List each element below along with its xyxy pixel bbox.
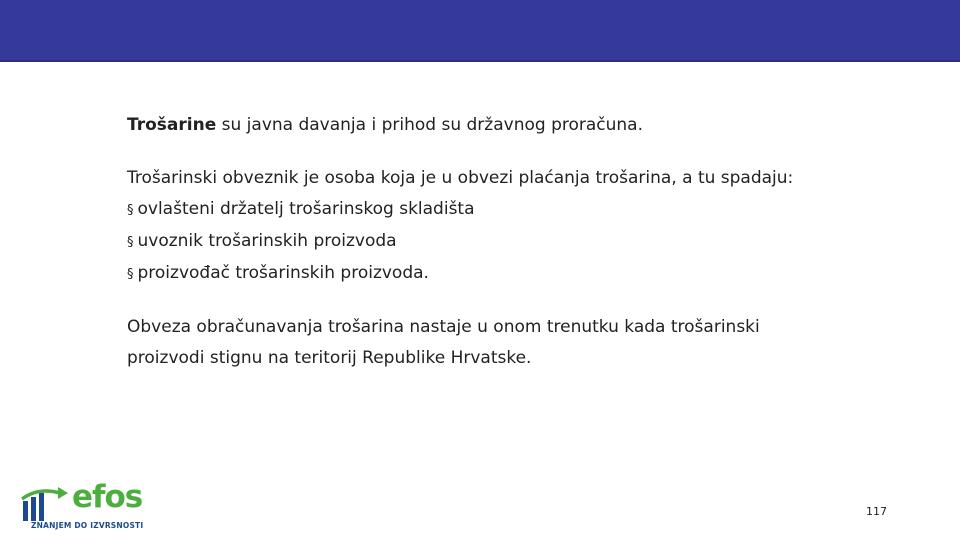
paragraph-obligation [127,312,827,374]
list-item-text: proizvođač trošarinskih proizvoda. [137,263,429,283]
obligors-intro: Trošarinski obveznik je osoba koja je u obvezi plaćanja trošarina, a tu spadaju: [127,168,794,188]
efos-logo [20,479,150,531]
logo-tagline: ZNANJEM DO IZVRSNOSTI [31,521,144,530]
term-bold: Trošarine [127,115,217,135]
bullet-icon: § [127,235,134,250]
bar-chart-arrow-icon [20,485,72,525]
page-number: 117 [866,505,887,518]
slide-body [127,110,827,374]
list-item-text: uvoznik trošarinskih proizvoda [137,231,397,251]
paragraph-obligors [127,163,827,290]
list-item [127,226,827,258]
logo-word: efos [72,479,143,515]
list-item [127,194,827,226]
list-item [127,258,827,290]
paragraph-definition [127,110,827,141]
bullet-icon: § [127,267,134,282]
header-bar [0,0,960,62]
obligation-line-1: Obveza obračunavanja trošarina nastaje u onom trenutku kada trošarinski [127,317,760,337]
bullet-icon: § [127,203,134,218]
definition-text: su javna davanja i prihod su državnog proračuna. [216,115,643,135]
obligation-line-2: proizvodi stignu na teritorij Republike Hrvatske. [127,348,532,368]
list-item-text: ovlašteni držatelj trošarinskog skladišta [137,199,475,219]
